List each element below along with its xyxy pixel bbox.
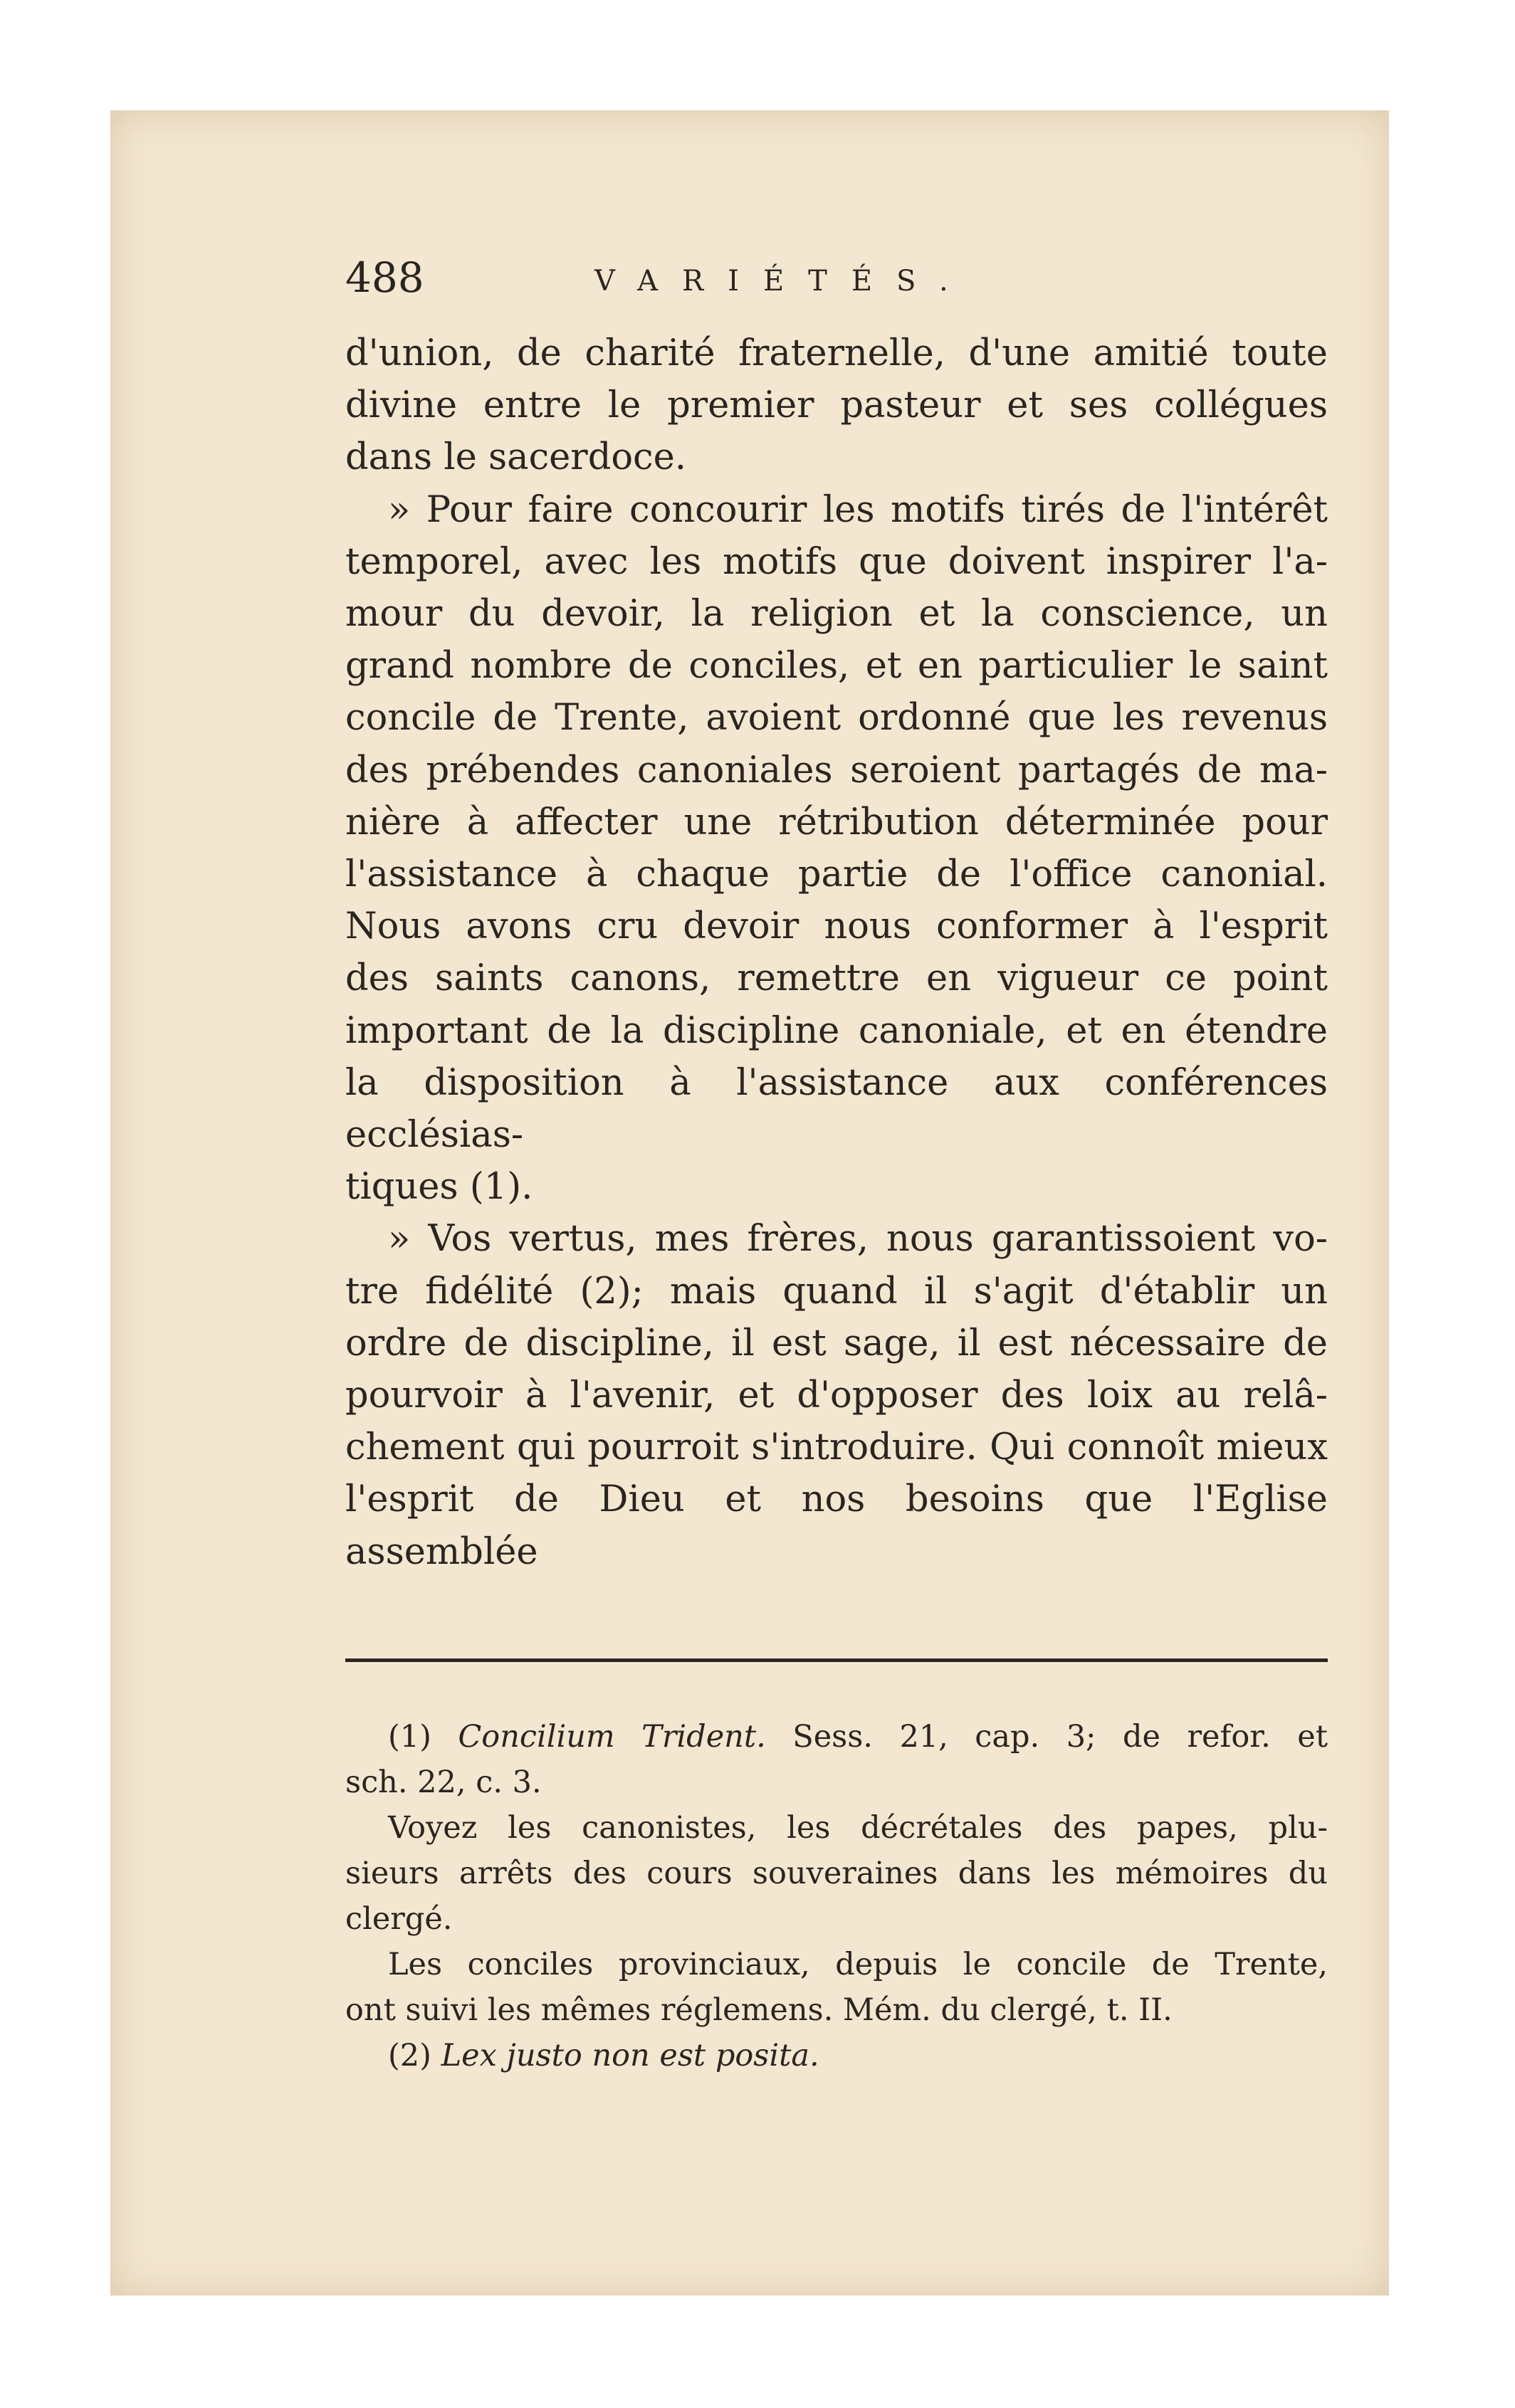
- footnotes: [345, 1714, 1328, 2078]
- text-line: l'esprit de Dieu et nos besoins que l'Eglise assemblée: [345, 1478, 1328, 1573]
- footnote-line: sieurs arrêts des cours souveraines dans les mémoires du: [345, 1856, 1328, 1891]
- footnote-line: [345, 1714, 1328, 1760]
- text-line: pourvoir à l'avenir, et d'opposer des loix au relâ-: [345, 1374, 1328, 1417]
- text-line: grand nombre de conciles, et en particulier le saint: [345, 645, 1328, 688]
- footnote-line: [345, 2033, 1328, 2078]
- running-title: VARIÉTÉS.: [594, 265, 973, 298]
- text-line: mour du devoir, la religion et la conscience, un: [345, 593, 1328, 636]
- footnote-quote: Lex justo non est posita.: [441, 2038, 819, 2073]
- text-line: chement qui pourroit s'introduire. Qui connoît mieux: [345, 1426, 1328, 1469]
- text-line: tre fidélité (2); mais quand il s'agit d'établir un: [345, 1270, 1328, 1313]
- text-line: » Pour faire concourir les motifs tirés de l'intérêt: [388, 488, 1328, 531]
- main-text: [345, 327, 1328, 1578]
- text-line: des saints canons, remettre en vigueur ce point: [345, 957, 1328, 1000]
- text-line: concile de Trente, avoient ordonné que les revenus: [345, 697, 1328, 740]
- footnote-line: sch. 22, c. 3.: [345, 1765, 542, 1800]
- text-line: temporel, avec les motifs que doivent inspirer l'a-: [345, 540, 1328, 583]
- footnote-line: Les conciles provinciaux, depuis le concile de Trente,: [388, 1947, 1328, 1982]
- footnote-line: Voyez les canonistes, les décrétales des papes, plu-: [388, 1810, 1328, 1846]
- book-page: [110, 110, 1389, 2296]
- text-line: des prébendes canoniales seroient partagés de ma-: [345, 749, 1328, 792]
- footnote-rule: [345, 1658, 1328, 1662]
- page-header: [345, 249, 1328, 306]
- text-line: » Vos vertus, mes frères, nous garantissoient vo-: [388, 1218, 1328, 1261]
- footnote-citation: Concilium Trident.: [458, 1719, 766, 1755]
- footnote-marker: (1): [388, 1719, 431, 1755]
- footnote-text: Sess. 21, cap. 3; de refor. et: [792, 1719, 1328, 1755]
- text-line: la disposition à l'assistance aux conférences ecclésias-: [345, 1061, 1328, 1157]
- page-number: 488: [345, 253, 424, 302]
- text-line: divine entre le premier pasteur et ses collégues: [345, 384, 1328, 427]
- text-line: Nous avons cru devoir nous conformer à l'esprit: [345, 905, 1328, 948]
- footnote-line: ont suivi les mêmes réglemens. Mém. du clergé, t. II.: [345, 1992, 1173, 2028]
- text-line: nière à affecter une rétribution déterminée pour: [345, 801, 1328, 843]
- text-line: important de la discipline canoniale, et en étendre: [345, 1009, 1328, 1052]
- text-line: dans le sacerdoce.: [345, 436, 686, 479]
- footnote-line: clergé.: [345, 1901, 453, 1937]
- text-line: d'union, de charité fraternelle, d'une amitié toute: [345, 332, 1328, 374]
- footnote-marker: (2): [388, 2038, 431, 2073]
- text-line: l'assistance à chaque partie de l'office canonial.: [345, 853, 1328, 896]
- text-line: ordre de discipline, il est sage, il est nécessaire de: [345, 1322, 1328, 1365]
- text-line: tiques (1).: [345, 1166, 533, 1209]
